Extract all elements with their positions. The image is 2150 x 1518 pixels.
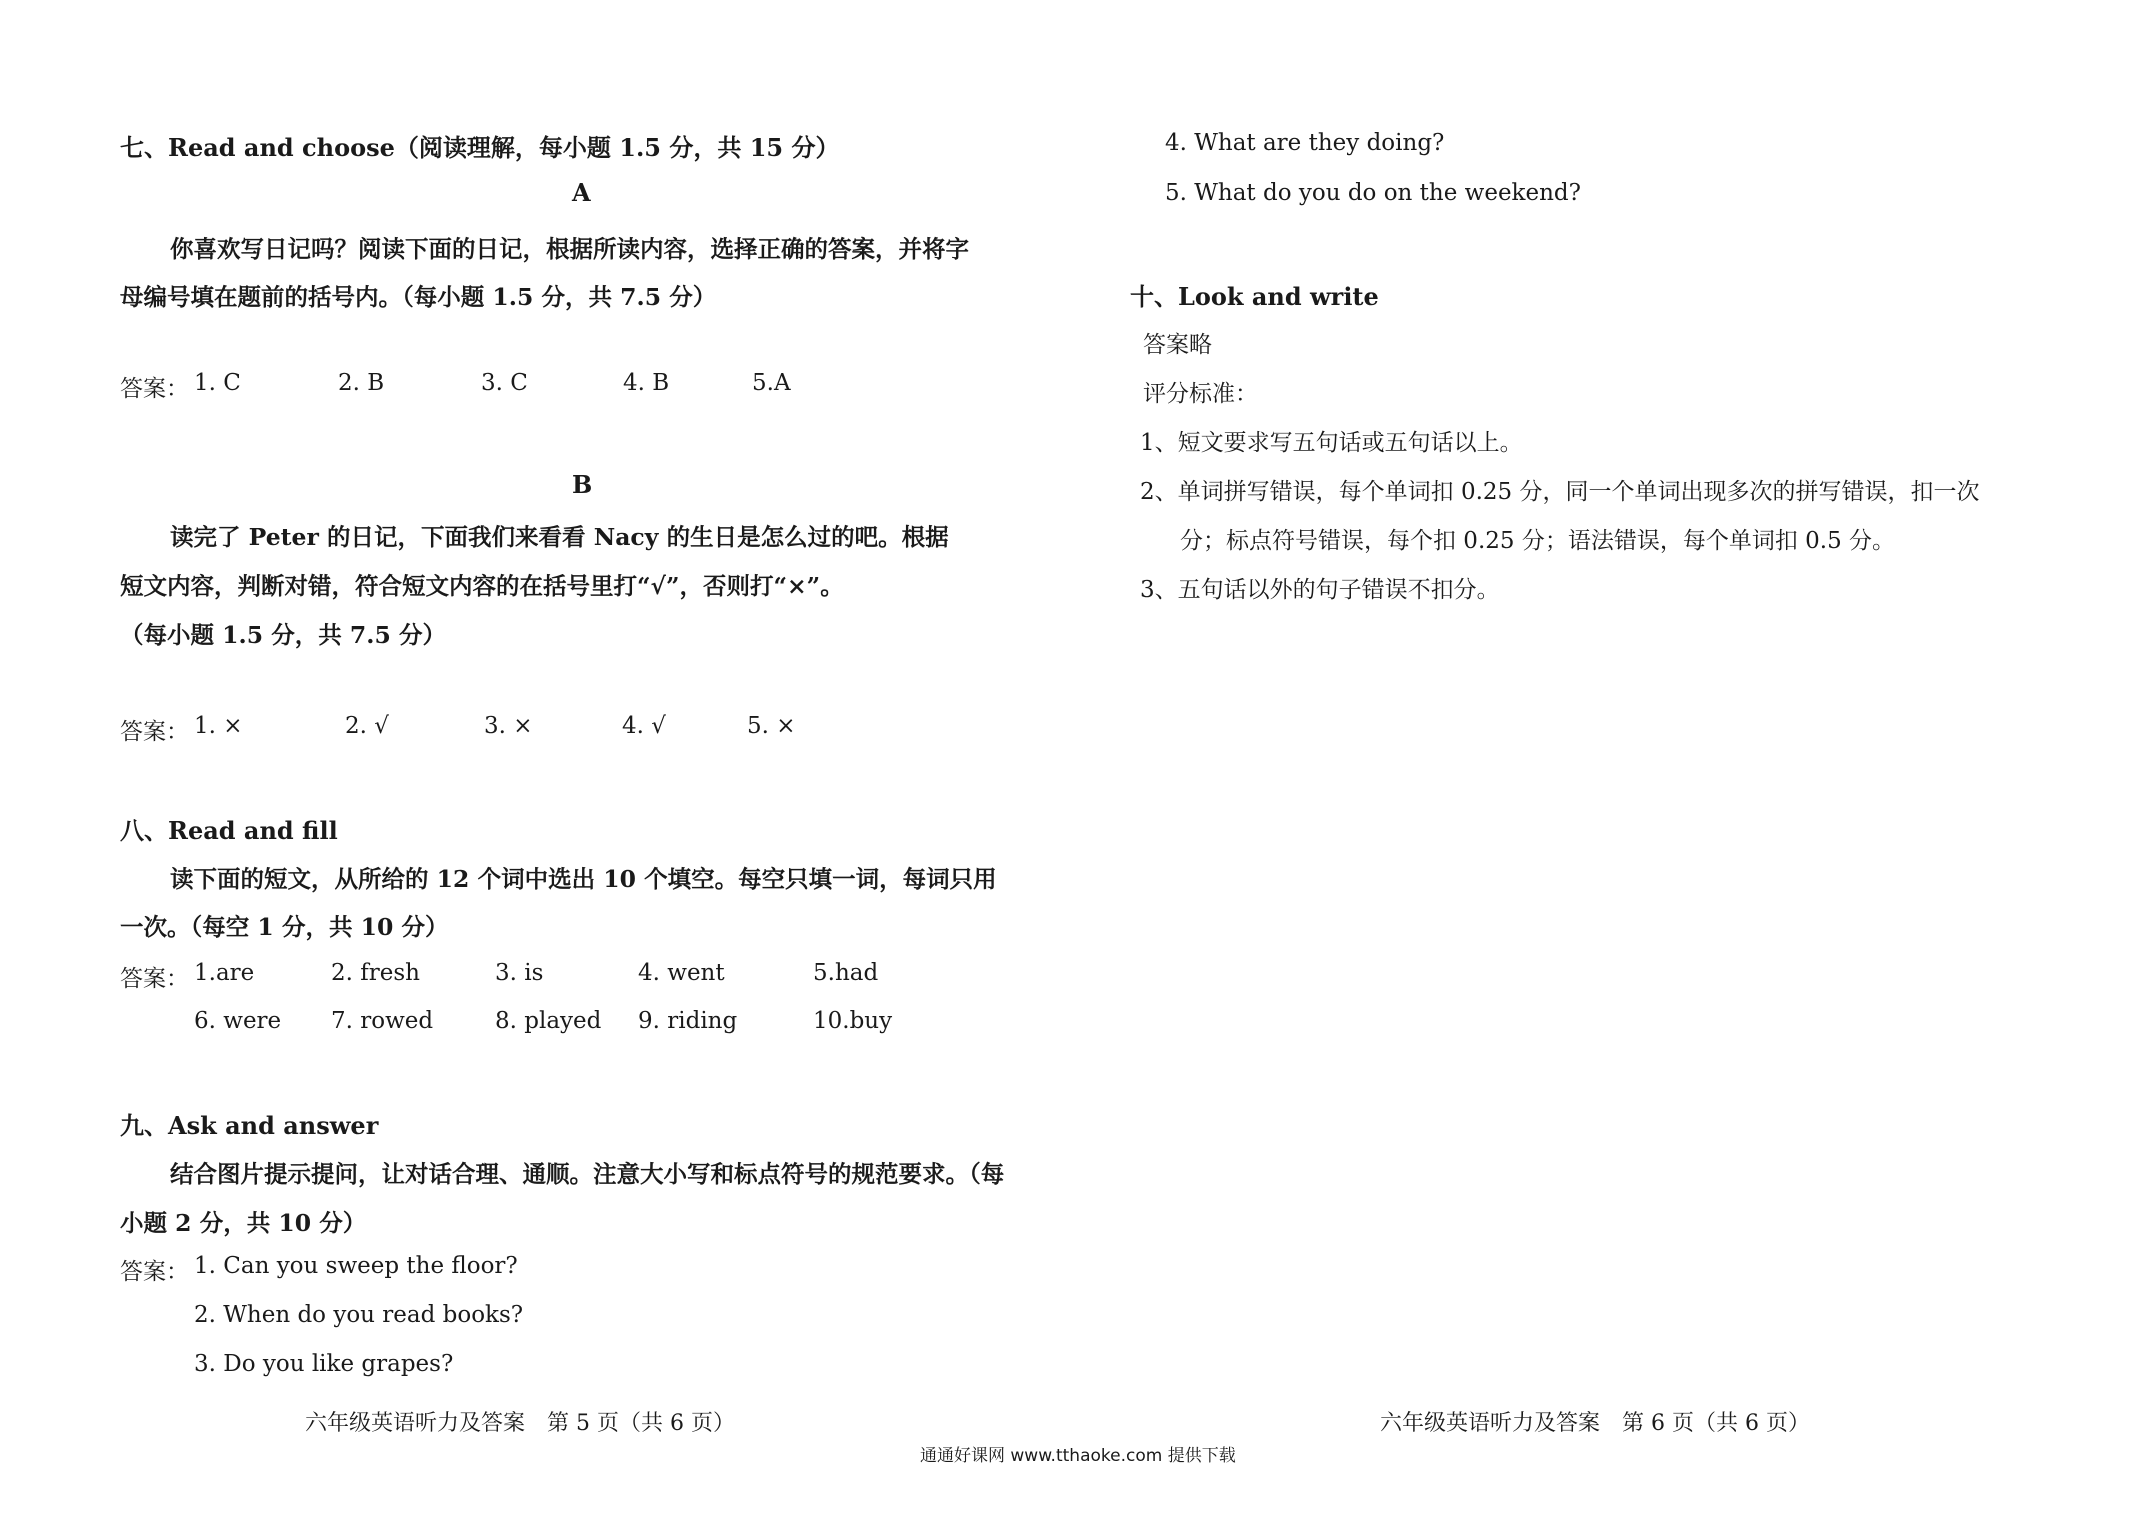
section-10-title: 十、Look and write	[1130, 282, 1379, 311]
answer-item: 4. What are they doing?	[1165, 130, 1445, 156]
answer-label: 答案：	[120, 719, 189, 745]
section-9-intro-line-1: 结合图片提示提问，让对话合理、通顺。注意大小写和标点符号的规范要求。（每	[170, 1160, 1005, 1188]
answer-label: 答案：	[120, 1259, 189, 1285]
criteria-item: 3、五句话以外的句子错误不扣分。	[1140, 577, 1500, 603]
answer-item: 3. C	[481, 370, 528, 396]
answer-item: 4. went	[638, 960, 725, 986]
answer-item: 6. were	[194, 1008, 282, 1034]
answer-item: 3. is	[495, 960, 544, 986]
answer-item: 3. Do you like grapes?	[194, 1351, 454, 1377]
criteria-item-continued: 分；标点符号错误，每个扣 0.25 分；语法错误，每个单词扣 0.5 分。	[1180, 528, 1896, 554]
answer-item: 7. rowed	[331, 1008, 434, 1034]
answer-item: 4. B	[623, 370, 670, 396]
answer-item: 8. played	[495, 1008, 602, 1034]
part-b-intro-line-3: （每小题 1.5 分，共 7.5 分）	[120, 621, 446, 649]
answer-item: 1. Can you sweep the floor?	[194, 1253, 518, 1279]
section-8-intro-line-2: 一次。（每空 1 分，共 10 分）	[120, 913, 449, 941]
section-8-title: 八、Read and fill	[120, 816, 338, 845]
part-b-heading: B	[572, 470, 593, 499]
answer-item: 3. ×	[484, 713, 533, 739]
section-7-title: 七、Read and choose（阅读理解，每小题 1.5 分，共 15 分）	[120, 133, 840, 162]
right-page-footer: 六年级英语听力及答案 第 6 页（共 6 页）	[1380, 1411, 1810, 1436]
answer-item: 2. B	[338, 370, 385, 396]
left-page-footer: 六年级英语听力及答案 第 5 页（共 6 页）	[305, 1411, 735, 1436]
part-a-heading: A	[572, 178, 591, 207]
answer-item: 2. fresh	[331, 960, 420, 986]
answer-item: 5.had	[813, 960, 879, 986]
section-8-intro-line-1: 读下面的短文，从所给的 12 个词中选出 10 个填空。每空只填一词，每词只用	[170, 865, 997, 893]
part-a-intro-line-1: 你喜欢写日记吗？阅读下面的日记，根据所读内容，选择正确的答案，并将字	[170, 235, 969, 263]
answer-item: 10.buy	[813, 1008, 893, 1034]
criteria-item: 2、单词拼写错误，每个单词扣 0.25 分，同一个单词出现多次的拼写错误，扣一次	[1140, 479, 1980, 505]
answer-note: 答案略	[1143, 332, 1212, 358]
answer-label: 答案：	[120, 966, 189, 992]
section-9-title: 九、Ask and answer	[120, 1111, 379, 1140]
answer-item: 1.are	[194, 960, 255, 986]
answer-item: 2. When do you read books?	[194, 1302, 524, 1328]
criteria-title: 评分标准：	[1143, 381, 1258, 407]
section-9-intro-line-2: 小题 2 分，共 10 分）	[120, 1209, 367, 1237]
answer-item: 1. C	[194, 370, 241, 396]
part-b-intro-line-2: 短文内容，判断对错，符合短文内容的在括号里打“√”，否则打“×”。	[120, 572, 844, 600]
answer-item: 5.A	[752, 370, 791, 396]
answer-item: 5. What do you do on the weekend?	[1165, 180, 1581, 206]
answer-item: 1. ×	[194, 713, 243, 739]
answer-item: 4. √	[622, 713, 666, 739]
site-credit: 通通好课网 www.tthaoke.com 提供下载	[920, 1446, 1236, 1466]
part-b-intro-line-1: 读完了 Peter 的日记，下面我们来看看 Nacy 的生日是怎么过的吧。根据	[170, 523, 949, 551]
part-a-intro-line-2: 母编号填在题前的括号内。（每小题 1.5 分，共 7.5 分）	[120, 283, 717, 311]
criteria-item: 1、短文要求写五句话或五句话以上。	[1140, 430, 1523, 456]
answer-label: 答案：	[120, 376, 189, 402]
answer-item: 9. riding	[638, 1008, 738, 1034]
answer-item: 2. √	[345, 713, 389, 739]
answer-item: 5. ×	[747, 713, 796, 739]
